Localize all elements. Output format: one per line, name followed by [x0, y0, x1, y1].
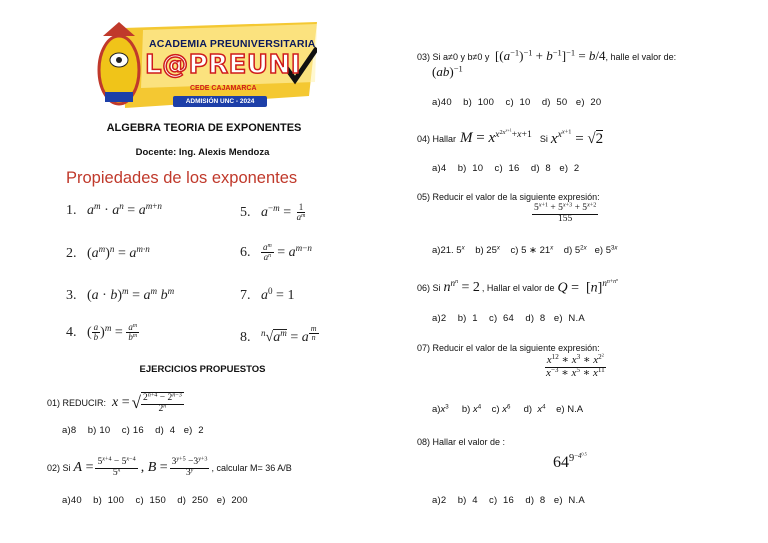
q04-label: 04) Hallar [417, 134, 457, 144]
q07-answers: $a)x^3$ b) $x^4$ c) $x^6$ d) $x^4$ e) N.A [432, 403, 584, 415]
logo-line1: ACADEMIA PREUNIVERSITARIA [149, 38, 316, 50]
q06-label: 06) Si [417, 283, 441, 293]
property-8: 8. $^n√a^m = a$ $^{\frac{m}{n}}$ [240, 324, 317, 345]
q05-answers: a)21. 5$^x$ b) 25$^x$ c) 5 ∗ 21$^x$ d) $5^{2x}$ e) $5^{3x}$ [432, 244, 618, 256]
exercises-heading: EJERCICIOS PROPUESTOS [139, 364, 266, 375]
question-06: 06) Si $n^{n^n} = 2$ , Hallar el valor de $Q = [n]^{n^{n+n^n}}$ [417, 277, 619, 296]
q08-label: 08) Hallar el valor de : [417, 437, 506, 447]
properties-box [62, 167, 338, 352]
logo-brand: L@PREUNI [145, 50, 301, 80]
academy-logo [95, 22, 317, 112]
q03-tail: , halle el valor de: [605, 52, 677, 62]
property-1: 1. $a^m \cdot a^n = a^{m+n}$ [66, 201, 162, 218]
q01-label: 01) REDUCIR: [47, 398, 107, 408]
property-6: 6. $\frac{a^m}{a^n}$ = $a^{m-n}$ [240, 242, 312, 263]
q08-answers: a)2 b) 4 c) 16 d) 8 e) N.A [432, 495, 585, 506]
q05-label: 05) Reducir el valor de la siguiente expresión: [417, 192, 600, 202]
page-title: ALGEBRA TEORIA DE EXPONENTES [106, 122, 302, 134]
q04-mid: Si [539, 134, 548, 144]
q08-expression: $64^{9^{-4^{0.5}}}$ [553, 451, 587, 471]
properties-heading: Propiedades de los exponentes [66, 169, 298, 187]
q05-expression: $\frac{5^{x+1} + 5^{x+3} + 5^{x+2}}{155}$ [534, 202, 597, 224]
property-3: 3. $(a \cdot b)^m = a^m$ $b^m$ [66, 286, 175, 303]
q03-label: 03) Si a≠0 y b≠0 y [417, 52, 490, 62]
logo-badge: ADMISIÓN UNC - 2024 [173, 96, 267, 107]
q03-expression: (ab)$^{-1}$ [432, 63, 463, 79]
question-02: 02) Si A = $\frac{5^{x+4} - 5^{x-4}}{5^x}$ , B = $\frac{3^{y+5} -3^{y+3}}{3^y}$ , calcular M= 36 A/B [47, 456, 292, 478]
q04-answers: a)4 b) 10 c) 16 d) 8 e) 2 [432, 163, 580, 174]
teacher-name: Docente: Ing. Alexis Mendoza [135, 147, 270, 158]
q02-tail: , calcular M= 36 A/B [211, 463, 292, 473]
property-7: 7. $a^0 = 1$ [240, 286, 295, 303]
q07-expression: $\frac{x^{12} ∗ x^3 ∗ x^{2^2}}{x^{-3} ∗ x^5 ∗ x^{11}}$ [546, 353, 605, 379]
question-01: 01) REDUCIR: x = √ $\frac{2^{n+4} - 2^{n-3}}{2^n}$ [47, 392, 182, 414]
property-4: 4. ( $\frac{a}{b}$ )$^m$ = $\frac{a^m}{b^m}$ [66, 322, 138, 343]
q02-label: 02) Si [47, 463, 71, 473]
q06-answers: a)2 b) 1 c) 64 d) 8 e) N.A [432, 313, 585, 324]
logo-campus: CEDE CAJAMARCA [190, 85, 257, 92]
q03-answers: a)40 b) 100 c) 10 d) 50 e) 20 [432, 97, 602, 108]
question-03: 03) Si a≠0 y b≠0 y $[(a^{-1})^{-1} + b^{-1}]^{-1} = b/4$, halle el valor de: [417, 47, 677, 63]
question-04: 04) Hallar $M = x^{x^{2x^{x+1}}+x+1}$ Si $x^{x^{x+1}} = √2$ [417, 127, 604, 147]
property-2: 2. $(a^m)^n = a^{m\cdot n}$ [66, 244, 150, 261]
property-5: 5. $a^{-m}$ = $\frac{1}{a^m}$ [240, 202, 306, 223]
q02-answers: a)40 b) 100 c) 150 d) 250 e) 200 [62, 495, 248, 506]
q06-mid: , Hallar el valor de [481, 283, 555, 293]
q07-label: 07) Reducir el valor de la siguiente expresión: [417, 343, 600, 353]
q01-answers: a)8 b) 10 c) 16 d) 4 e) 2 [62, 425, 204, 436]
